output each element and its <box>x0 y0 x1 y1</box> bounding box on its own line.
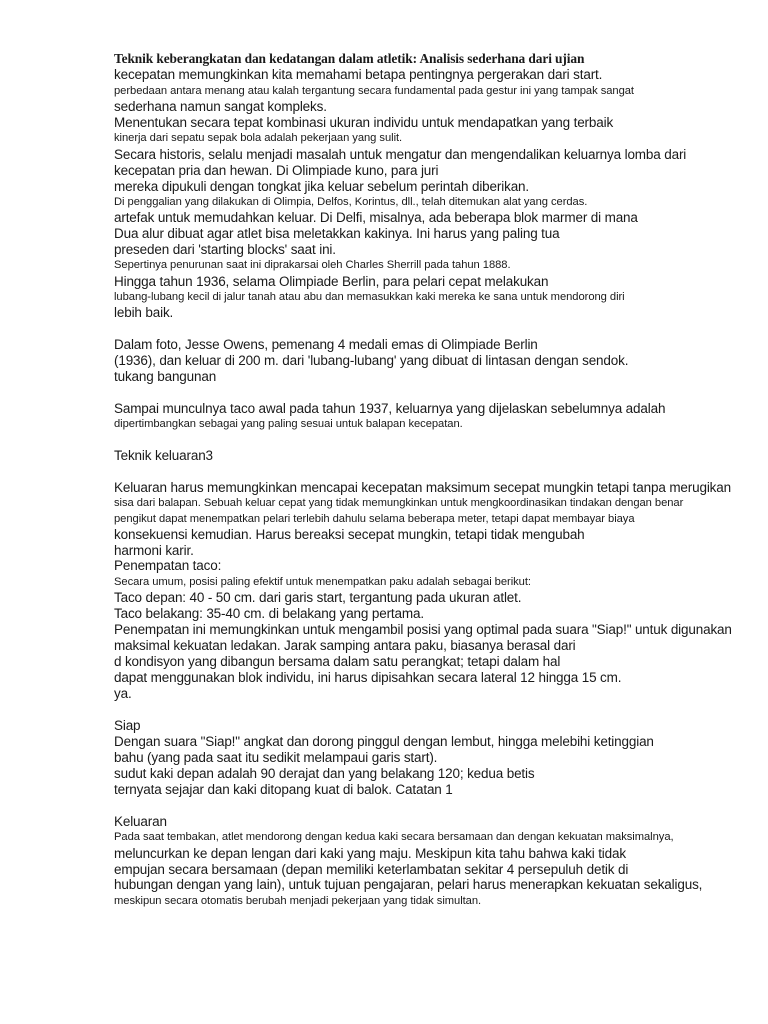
text-line: pengikut dapat menempatkan pelari terlebih dahulu selama beberapa meter, tetapi dapat membayar biaya <box>114 513 635 525</box>
text-line: ternyata sejajar dan kaki ditopang kuat di balok. Catatan 1 <box>114 782 453 797</box>
section-heading: Siap <box>114 718 141 733</box>
text-line: lubang-lubang kecil di jalur tanah atau abu dan memasukkan kaki mereka ke sana untuk mendorong diri <box>114 291 625 303</box>
text-line: kinerja dari sepatu sepak bola adalah pekerjaan yang sulit. <box>114 132 403 144</box>
text-line: Penempatan ini memungkinkan untuk mengambil posisi yang optimal pada suara "Siap!" untuk digunakan <box>114 622 732 637</box>
text-line: sederhana namun sangat kompleks. <box>114 99 327 114</box>
text-line: maksimal kekuatan ledakan. Jarak samping antara paku, biasanya berasal dari <box>114 638 576 653</box>
text-line: Dua alur dibuat agar atlet bisa meletakkan kakinya. Ini harus yang paling tua <box>114 226 560 241</box>
text-line: Dalam foto, Jesse Owens, pemenang 4 medali emas di Olimpiade Berlin <box>114 337 538 352</box>
text-line: Secara umum, posisi paling efektif untuk menempatkan paku adalah sebagai berikut: <box>114 576 531 588</box>
text-line: Menentukan secara tepat kombinasi ukuran individu untuk mendapatkan yang terbaik <box>114 115 614 130</box>
text-line: bahu (yang pada saat itu sedikit melampaui garis start). <box>114 750 438 765</box>
text-line: sisa dari balapan. Sebuah keluar cepat yang tidak memungkinkan untuk mengkoordinasikan tindakan dengan benar <box>114 497 684 509</box>
text-line: ya. <box>114 686 132 701</box>
text-line: empujan secara bersamaan (depan memiliki keterlambatan sekitar 4 persepuluh detik di <box>114 862 629 877</box>
section-heading: Teknik keluaran3 <box>114 448 213 463</box>
text-line: harmoni karir. <box>114 543 194 558</box>
document-title: Teknik keberangkatan dan kedatangan dalam atletik: Analisis sederhana dari ujian <box>114 51 585 66</box>
text-line: Pada saat tembakan, atlet mendorong dengan kedua kaki secara bersamaan dan dengan kekuatan maksimalnya, <box>114 831 674 843</box>
text-line: mereka dipukuli dengan tongkat jika keluar sebelum perintah diberikan. <box>114 179 530 194</box>
text-line: meluncurkan ke depan lengan dari kaki yang maju. Meskipun kita tahu bahwa kaki tidak <box>114 846 626 861</box>
section-heading: Keluaran <box>114 814 167 829</box>
text-line: Di penggalian yang dilakukan di Olimpia, Delfos, Korintus, dll., telah ditemukan alat yang cerdas. <box>114 196 588 208</box>
text-line: meskipun secara otomatis berubah menjadi pekerjaan yang tidak simultan. <box>114 895 482 907</box>
text-line: Dengan suara "Siap!" angkat dan dorong pinggul dengan lembut, hingga melebihi ketinggian <box>114 734 654 749</box>
text-line: sudut kaki depan adalah 90 derajat dan yang belakang 120; kedua betis <box>114 766 535 781</box>
text-line: Sampai munculnya taco awal pada tahun 1937, keluarnya yang dijelaskan sebelumnya adalah <box>114 401 666 416</box>
text-line: konsekuensi kemudian. Harus bereaksi secepat mungkin, tetapi tidak mengubah <box>114 527 585 542</box>
text-line: dipertimbangkan sebagai yang paling sesuai untuk balapan kecepatan. <box>114 418 463 430</box>
text-line: dapat menggunakan blok individu, ini harus dipisahkan secara lateral 12 hingga 15 cm. <box>114 670 622 685</box>
text-line: artefak untuk memudahkan keluar. Di Delfi, misalnya, ada beberapa blok marmer di mana <box>114 210 638 225</box>
text-line: Keluaran harus memungkinkan mencapai kecepatan maksimum secepat mungkin tetapi tanpa merugikan <box>114 480 731 495</box>
text-line: Secara historis, selalu menjadi masalah untuk mengatur dan mengendalikan keluarnya lomba dari <box>114 147 687 162</box>
text-line: kecepatan pria dan hewan. Di Olimpiade kuno, para juri <box>114 163 439 178</box>
text-line: d kondisyon yang dibangun bersama dalam satu perangkat; tetapi dalam hal <box>114 654 561 669</box>
text-line: Taco depan: 40 - 50 cm. dari garis start, tergantung pada ukuran atlet. <box>114 590 522 605</box>
text-line: hubungan dengan yang lain), untuk tujuan pengajaran, pelari harus menerapkan kekuatan sekaligus, <box>114 877 703 892</box>
text-line: preseden dari 'starting blocks' saat ini. <box>114 242 336 257</box>
text-line: tukang bangunan <box>114 369 217 384</box>
text-line: Taco belakang: 35-40 cm. di belakang yang pertama. <box>114 606 424 621</box>
text-line: perbedaan antara menang atau kalah tergantung secara fundamental pada gestur ini yang tampak sangat <box>114 85 634 97</box>
text-line: Sepertinya penurunan saat ini diprakarsai oleh Charles Sherrill pada tahun 1888. <box>114 259 511 271</box>
text-line: lebih baik. <box>114 305 174 320</box>
text-line: Hingga tahun 1936, selama Olimpiade Berlin, para pelari cepat melakukan <box>114 274 549 289</box>
text-line: kecepatan memungkinkan kita memahami betapa pentingnya pergerakan dari start. <box>114 67 603 82</box>
text-line: Penempatan taco: <box>114 558 222 573</box>
text-line: (1936), dan keluar di 200 m. dari 'lubang-lubang' yang dibuat di lintasan dengan sendok. <box>114 353 629 368</box>
